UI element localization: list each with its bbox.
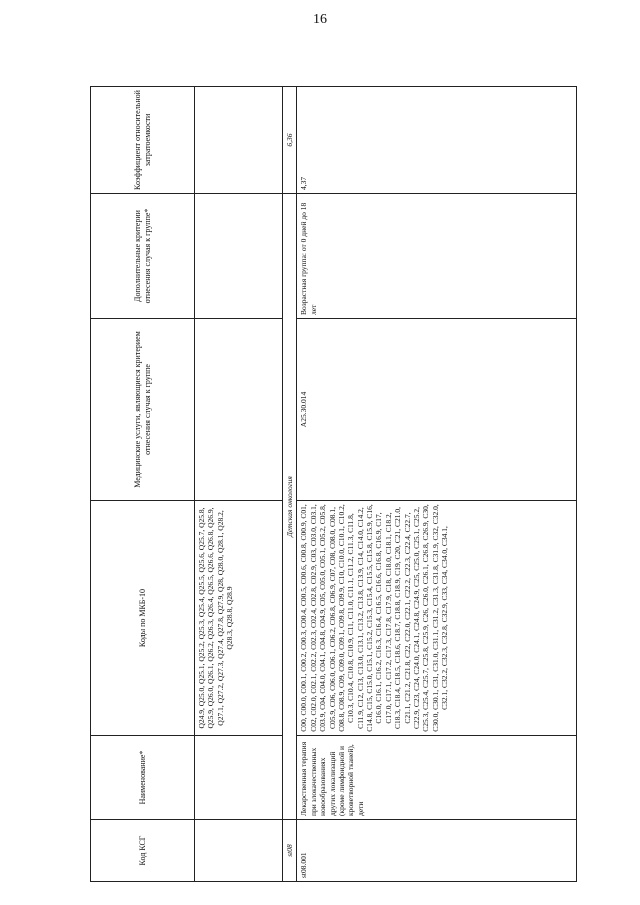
cell-coefficient: [195, 87, 283, 194]
page-number: 16: [313, 12, 327, 27]
header-name: Наименование*: [91, 736, 195, 820]
cell-name: Лекарственная терапия при злокачественных новообразованиях других локализаций (кроме лимфоидной и кроветворной тканей), дети: [297, 736, 577, 820]
cell-services: A25.30.014: [297, 319, 577, 501]
header-icd-codes: Коды по МКБ-10: [91, 501, 195, 736]
section-code: st08: [283, 820, 297, 882]
section-coefficient: 6,36: [283, 87, 297, 194]
header-services: Медицинские услуги, являющиеся критерием отнесения случая к группе: [91, 319, 195, 501]
cell-criteria: Возрастная группа: от 0 дней до 18 лет: [297, 194, 577, 319]
cell-code: [195, 820, 283, 882]
cell-icd-codes: Q24.9, Q25.0, Q25.1, Q25.2, Q25.3, Q25.4, Q25.5, Q25.6, Q25.7, Q25.8, Q25.9, Q26.0, Q26.1, Q26.2, Q26.3, Q26.4, Q26.5, Q26.6, Q26.8, Q26.9, Q27.1, Q27.2, Q27.3, Q27.4, Q27.8, Q27.9, Q28, Q28.0, Q28.1, Q28.2, Q28.3, Q28.8, Q28.9: [195, 501, 283, 736]
ksg-table: [90, 86, 577, 882]
header-coefficient: Коэффициент относительной затратоемкости: [91, 87, 195, 194]
table-row: [195, 87, 283, 882]
rotated-table-container: [90, 87, 577, 882]
header-criteria: Дополнительные критерии отнесения случая к группе*: [91, 194, 195, 319]
table-row: [297, 87, 577, 882]
cell-services: [195, 319, 283, 501]
cell-icd-codes: C00, C00.0, C00.1, C00.2, C00.3, C00.4, C00.5, C00.6, C00.8, C00.9, C01, C02, C02.0, C02.1, C02.2, C02.3, C02.4, C02.8, C02.9, C03, C03.0, C03.1, C03.9, C04, C04.0, C04.1, C04.8, C04.9, C05, C05.0, C05.1, C05.2, C05.8, C05.9, C06, C06.0, C06.1, C06.2, C06.8, C06.9, C07, C08, C08.0, C08.1, C08.8, C08.9, C09, C09.0, C09.1, C09.8, C09.9, C10, C10.0, C10.1, C10.2, C10.3, C10.4, C10.8, C10.9, C11, C11.0, C11.1, C11.2, C11.3, C11.8, C11.9, C12, C13, C13.0, C13.1, C13.2, C13.8, C13.9, C14, C14.0, C14.2, C14.8, C15, C15.0, C15.1, C15.2, C15.3, C15.4, C15.5, C15.8, C15.9, C16, C16.0, C16.1, C16.2, C16.3, C16.4, C16.5, C16.6, C16.8, C16.9, C17, C17.0, C17.1, C17.2, C17.3, C17.8, C17.9, C18, C18.0, C18.1, C18.2, C18.3, C18.4, C18.5, C18.6, C18.7, C18.8, C18.9, C19, C20, C21, C21.0, C21.1, C21.2, C21.8, C22, C22.0, C22.1, C22.2, C22.3, C22.4, C22.7, C22.9, C23, C24, C24.0, C24.1, C24.8, C24.9, C25, C25.0, C25.1, C25.2, C25.3, C25.4, C25.7, C25.8, C25.9, C26, C26.0, C26.1, C26.8, C26.9, C30, C30.0, C30.1, C31, C31.0, C31.1, C31.2, C31.3, C31.8, C31.9, C32, C32.0, C32.1, C32.2, C32.3, C32.8, C32.9, C33, C34, C34.0, C34.1,: [297, 501, 577, 736]
cell-name: [195, 736, 283, 820]
cell-code: st08.001: [297, 820, 577, 882]
section-row: [283, 87, 297, 882]
cell-coefficient: 4,37: [297, 87, 577, 194]
section-title: Детская онкология: [283, 194, 297, 820]
cell-criteria: [195, 194, 283, 319]
table-header-row: [91, 87, 195, 882]
header-code: Код КСГ: [91, 820, 195, 882]
